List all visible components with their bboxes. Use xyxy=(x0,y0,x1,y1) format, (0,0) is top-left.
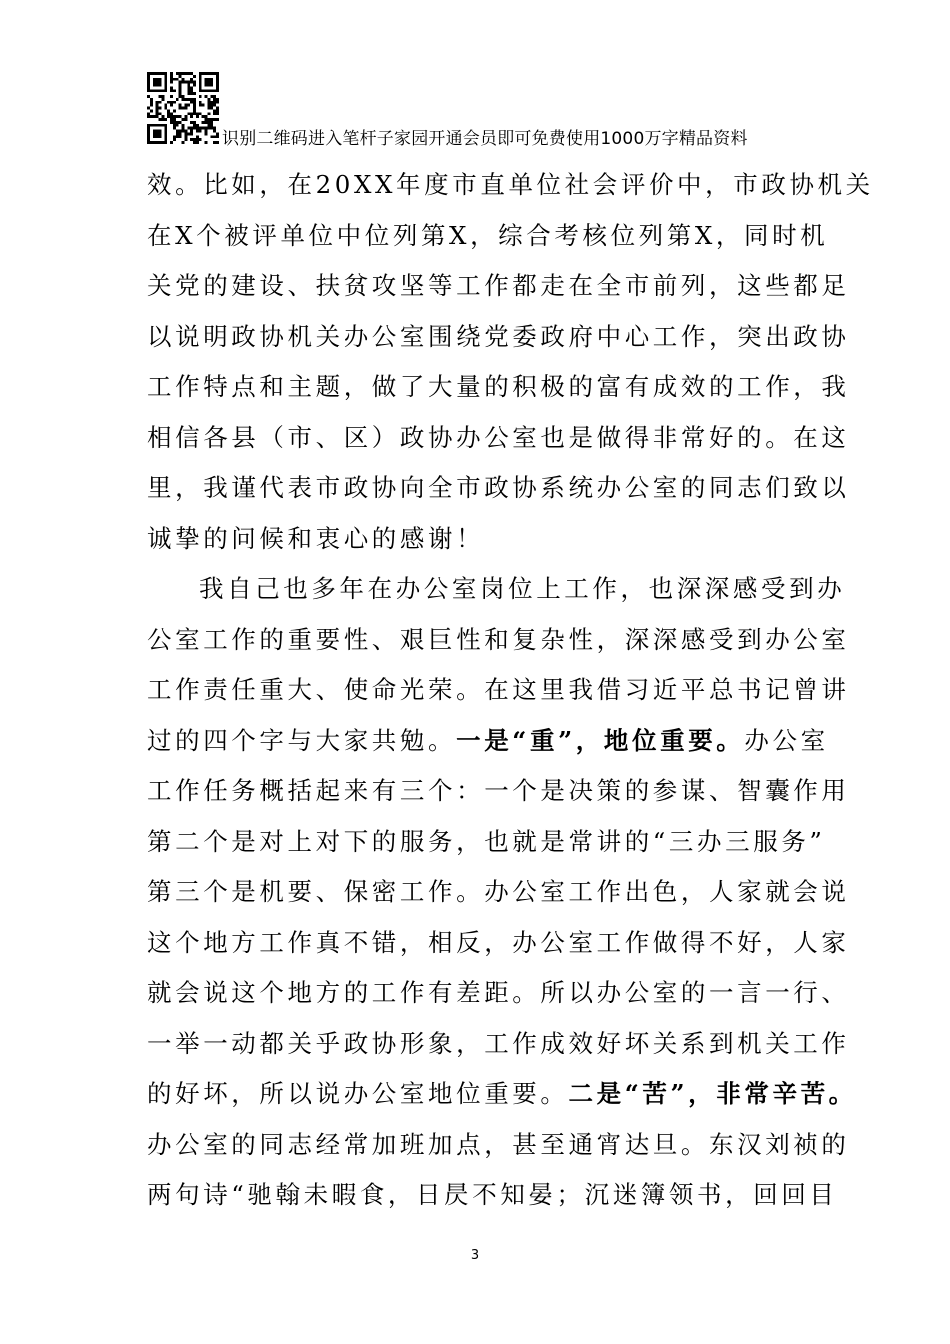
text-segment: 关党的建设、扶贫攻坚等工作都走在全市前列，这些都足 xyxy=(147,271,850,300)
text-line xyxy=(147,766,850,817)
promo-banner-text: 识别二维码进入笔杆子家园开通会员即可免费使用1000万字精品资料 xyxy=(222,129,748,149)
qr-code-icon xyxy=(147,72,219,144)
text-line xyxy=(147,312,850,363)
text-segment: 第二个是对上对下的服务，也就是常讲的“三办三服务” xyxy=(147,826,826,856)
text-segment: 诚挚的问候和衷心的感谢！ xyxy=(147,523,485,553)
text-line xyxy=(147,968,850,1019)
text-line xyxy=(147,1120,850,1171)
text-line xyxy=(147,261,850,312)
text-segment: 办公室 xyxy=(744,725,829,755)
text-line xyxy=(147,413,850,464)
text-line xyxy=(147,1019,850,1070)
text-line xyxy=(147,463,850,514)
text-line xyxy=(147,665,850,716)
text-segment: 效。比如，在20XX年度市直单位社会评价中，市政协机关 xyxy=(147,170,874,199)
text-segment: 我自己也多年在办公室岗位上工作，也深深感受到办 xyxy=(199,574,846,603)
text-line xyxy=(147,615,850,666)
text-segment: 一举一动都关乎政协形象，工作成效好坏关系到机关工作 xyxy=(147,1028,850,1058)
bold-text-segment: 一是“重”，地位重要。 xyxy=(456,725,745,755)
text-line xyxy=(147,564,846,615)
text-segment: 过的四个字与大家共勉。 xyxy=(147,725,457,755)
bold-text-segment: 二是“苦”，非常辛苦。 xyxy=(568,1079,857,1108)
text-line xyxy=(147,918,850,969)
text-line xyxy=(147,1170,838,1221)
document-body xyxy=(147,160,874,1221)
text-line xyxy=(147,716,829,767)
text-segment: 相信各县（市、区）政协办公室也是做得非常好的。在这 xyxy=(147,422,850,452)
text-segment: 办公室的同志经常加班加点，甚至通宵达旦。东汉刘祯的 xyxy=(147,1129,850,1159)
text-segment: 第三个是机要、保密工作。办公室工作出色，人家就会说 xyxy=(147,877,850,906)
page-number: 3 xyxy=(470,1248,480,1263)
text-segment: 以说明政协机关办公室围绕党委政府中心工作，突出政协 xyxy=(147,321,850,351)
text-segment: 的好坏，所以说办公室地位重要。 xyxy=(147,1079,569,1108)
text-segment: 工作任务概括起来有三个：一个是决策的参谋、智囊作用 xyxy=(147,776,850,805)
text-segment: 就会说这个地方的工作有差距。所以办公室的一言一行、 xyxy=(147,978,850,1007)
text-segment: 公室工作的重要性、艰巨性和复杂性，深深感受到办公室 xyxy=(147,624,850,654)
text-line xyxy=(147,211,829,262)
text-segment: 这个地方工作真不错，相反，办公室工作做得不好，人家 xyxy=(147,927,850,957)
text-segment: 里，我谨代表市政协向全市政协系统办公室的同志们致以 xyxy=(147,473,850,502)
text-segment: 工作特点和主题，做了大量的积极的富有成效的工作，我 xyxy=(147,372,850,401)
text-line xyxy=(147,867,850,918)
text-segment: 在X个被评单位中位列第X，综合考核位列第X，同时机 xyxy=(147,220,829,250)
text-line xyxy=(147,514,807,565)
text-line xyxy=(147,160,874,211)
text-segment: 两句诗“驰翰未暇食，日昃不知晏；沉迷簿领书，回回目 xyxy=(147,1180,838,1209)
text-line xyxy=(147,1069,857,1120)
text-line xyxy=(147,362,850,413)
text-line xyxy=(147,817,826,868)
text-segment: 工作责任重大、使命光荣。在这里我借习近平总书记曾讲 xyxy=(147,675,850,704)
